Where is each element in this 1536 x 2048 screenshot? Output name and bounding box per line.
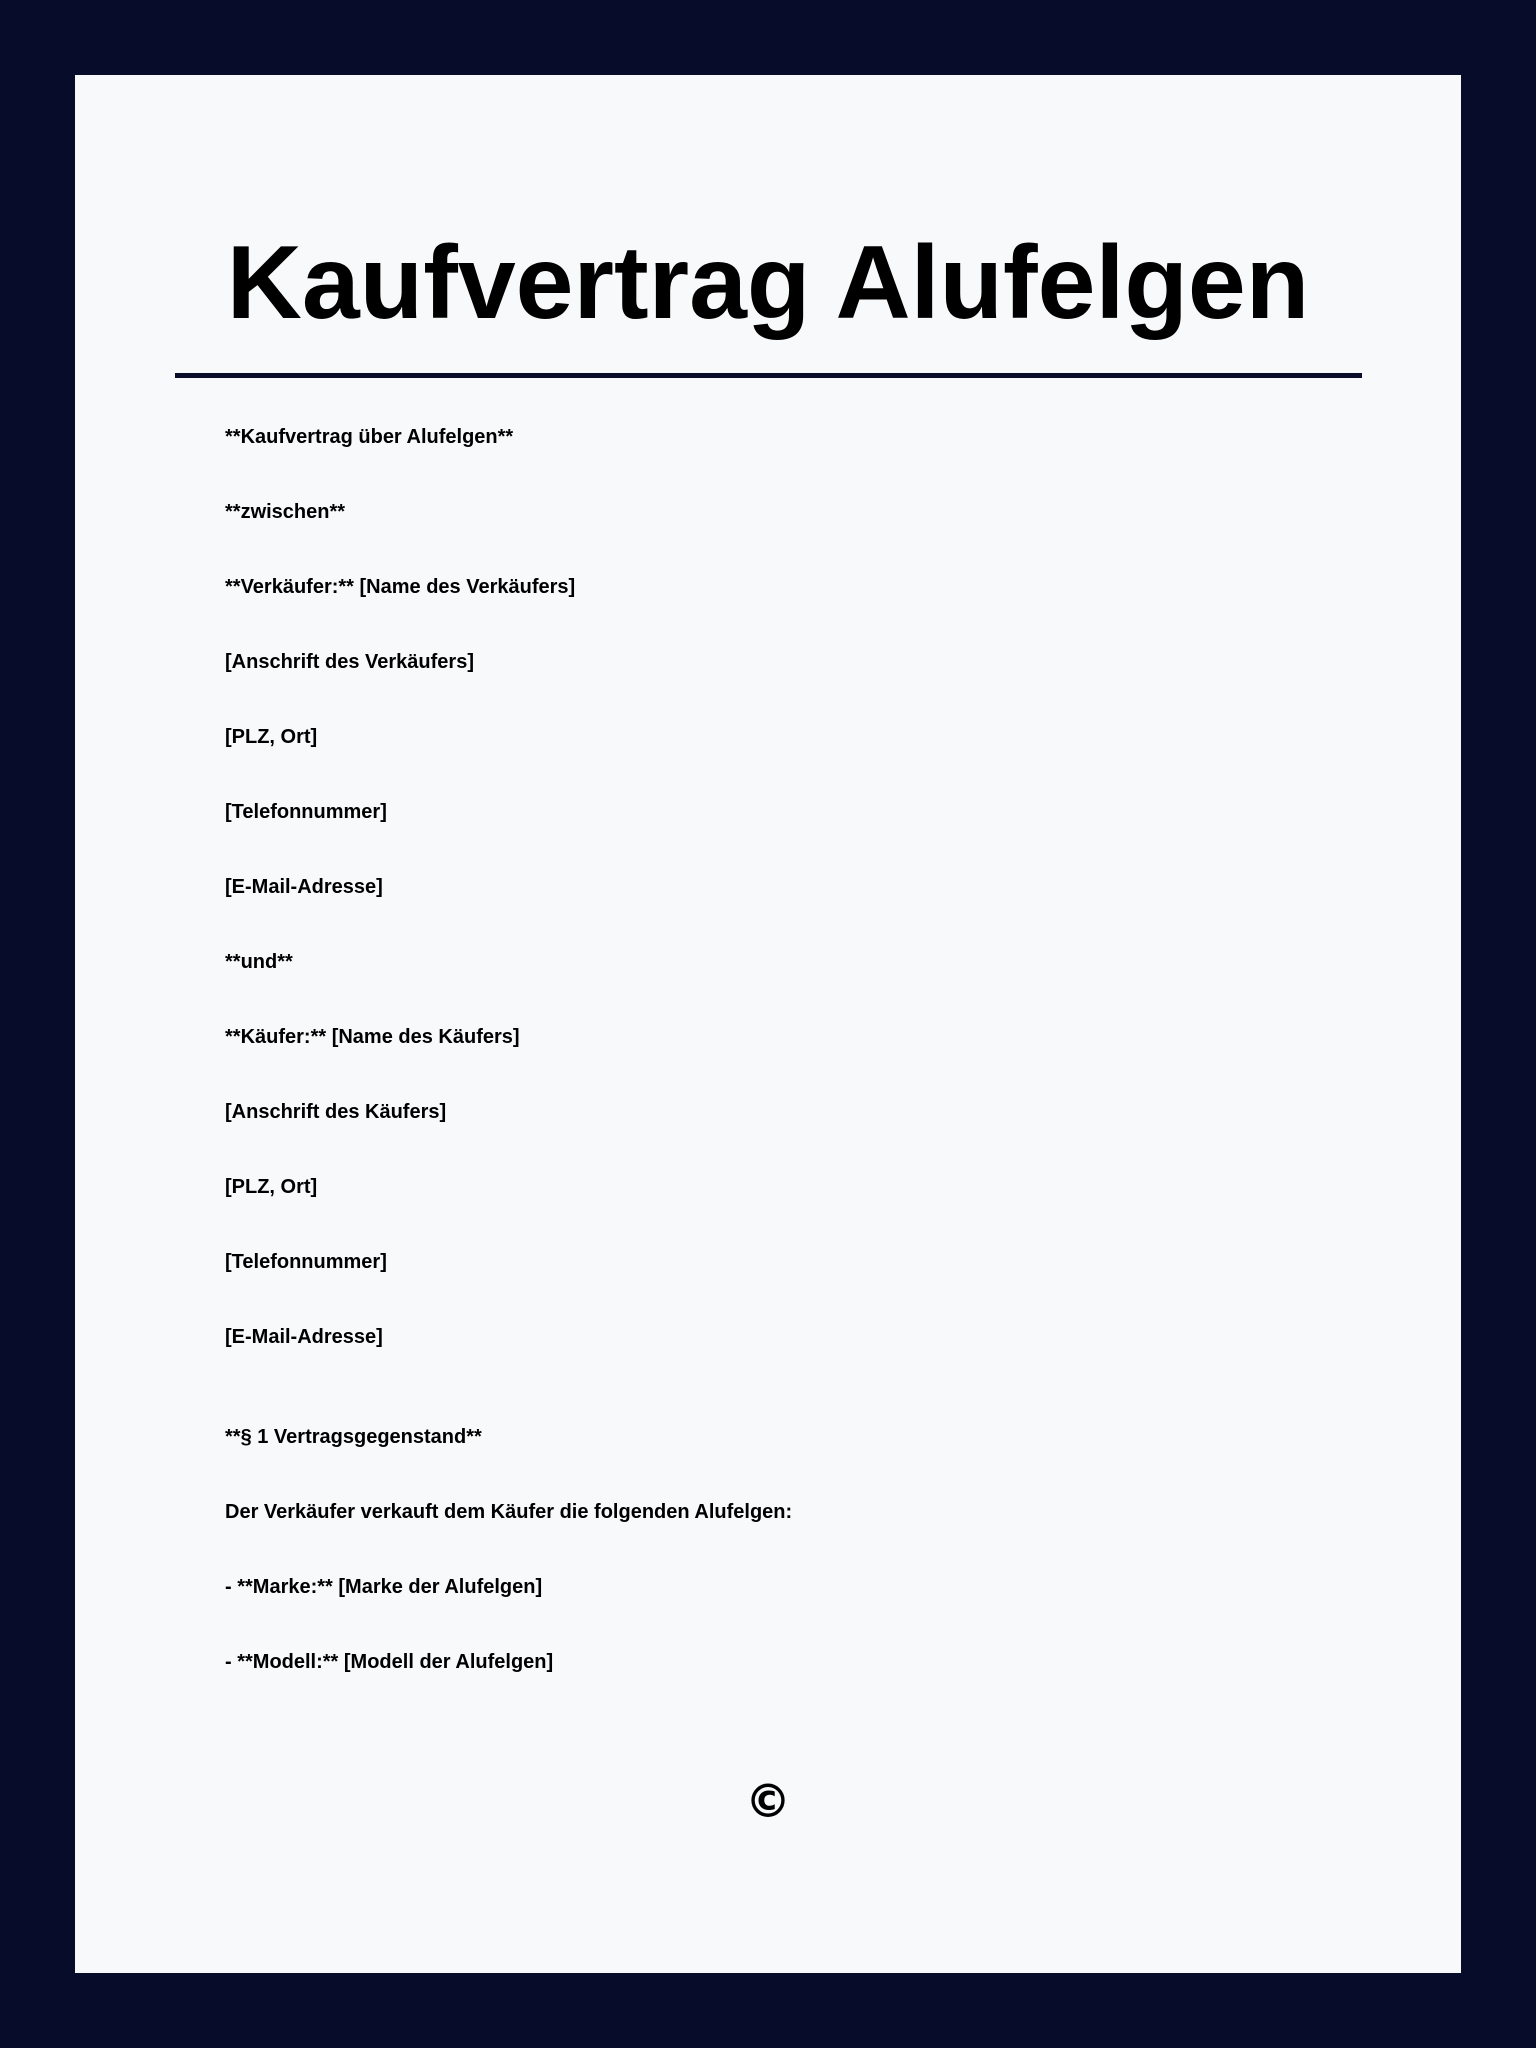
copyright-footer — [75, 1769, 1461, 1833]
seller-address-line: [Anschrift des Verkäufers] — [225, 651, 474, 673]
model-list-item: - **Modell:** [Modell der Alufelgen] — [225, 1651, 554, 1673]
copyright-icon: © — [745, 1774, 791, 1828]
buyer-postcode-city-line: [PLZ, Ort] — [225, 1176, 318, 1198]
and-label: **und** — [225, 951, 293, 973]
document-title: Kaufvertrag Alufelgen — [226, 225, 1310, 341]
seller-postcode-city-line: [PLZ, Ort] — [225, 726, 318, 748]
brand-list-item: - **Marke:** [Marke der Alufelgen] — [225, 1576, 543, 1598]
parties-block — [225, 400, 1325, 1375]
title-divider — [175, 373, 1362, 378]
seller-name-line: **Verkäufer:** [Name des Verkäufers] — [225, 576, 576, 598]
section-1-heading: **§ 1 Vertragsgegenstand** — [225, 1426, 482, 1448]
section-spacer — [225, 1375, 1325, 1400]
seller-phone-line: [Telefonnummer] — [225, 801, 387, 823]
buyer-email-line: [E-Mail-Adresse] — [225, 1326, 383, 1348]
contract-heading: **Kaufvertrag über Alufelgen** — [225, 426, 514, 448]
buyer-phone-line: [Telefonnummer] — [225, 1251, 387, 1273]
section-1-intro: Der Verkäufer verkauft dem Käufer die folgenden Alufelgen: — [225, 1501, 793, 1523]
document-body — [225, 400, 1325, 1700]
seller-email-line: [E-Mail-Adresse] — [225, 876, 383, 898]
document-page — [75, 75, 1461, 1973]
section-1-block — [225, 1400, 1325, 1700]
between-label: **zwischen** — [225, 501, 346, 523]
buyer-address-line: [Anschrift des Käufers] — [225, 1101, 447, 1123]
buyer-name-line: **Käufer:** [Name des Käufers] — [225, 1026, 520, 1048]
